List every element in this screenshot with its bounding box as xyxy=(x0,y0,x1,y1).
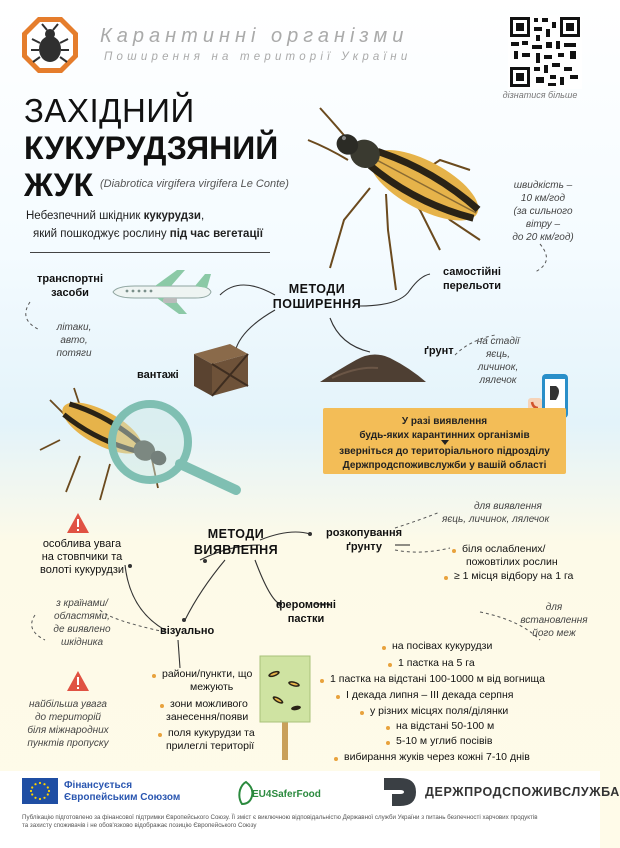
soil-label: ґрунт xyxy=(424,345,454,357)
dig-note-l2: яєць, личинок, лялечок xyxy=(442,514,550,525)
dig-bullet2: ≥ 1 місця відбору на 1 га xyxy=(454,570,574,582)
pher-item-1: 1 пастка на 5 га xyxy=(398,657,475,669)
bullet-dot xyxy=(452,549,456,553)
disclaimer-line1: Публікацію підготовлено за фінансової підтримки Європейського Союзу. Її зміст є виключною відповідальністю Державної служби України з питань безпечності харчових продуктів xyxy=(22,814,538,821)
visual-bullet1-l1: райони/пункти, що xyxy=(162,668,253,680)
speed-l3: (за сильного xyxy=(513,206,573,217)
soil-note-l4: лялечок xyxy=(479,375,517,386)
visual-bullet2-l1: зони можливого xyxy=(170,698,248,710)
transport-note-l1: літаки, xyxy=(56,322,92,333)
soil-note-l2: яєць, xyxy=(485,349,511,360)
visual-bullet1-l2: межують xyxy=(190,681,234,693)
bullet-dot xyxy=(334,757,338,761)
visual-label: візуально xyxy=(160,625,215,637)
title-line2: КУКУРУДЗЯНИЙ xyxy=(24,130,279,166)
bullet-dot xyxy=(320,679,324,683)
soil-pile-icon xyxy=(318,344,428,384)
bullet-dot xyxy=(160,704,164,708)
disclaimer-line2: та захисту споживачів і не обов'язково відображає позицію Європейського Союзу xyxy=(22,822,257,829)
bullet-dot xyxy=(152,674,156,678)
countries-l1: з країнами/ xyxy=(56,598,108,609)
desc-text: який пошкоджує рослину xyxy=(33,228,170,240)
eu-flag-icon xyxy=(22,778,58,804)
eu-funding-text xyxy=(64,780,180,804)
header-subtitle: Поширення на території України xyxy=(104,51,412,63)
attn2-l4: пунктів пропуску xyxy=(27,738,109,749)
pher-item-5: на відстані 50-100 м xyxy=(396,720,495,732)
attn2-l3: біля міжнародних xyxy=(27,725,109,736)
detection-title-l1: МЕТОДИ xyxy=(207,527,265,541)
attn2-l1: найбільша увага xyxy=(29,699,107,710)
pheromone-trap-icon xyxy=(256,654,314,762)
soil-note-l3: личинок, xyxy=(477,362,519,373)
dig-note-l1: для виявлення xyxy=(474,501,542,512)
eu-text-l1: Фінансується xyxy=(64,780,133,791)
dig-label-l2: ґрунту xyxy=(345,541,383,553)
speed-l5: до 20 км/год) xyxy=(512,232,574,243)
attn2-l2: до територій xyxy=(34,712,101,723)
countries-l3: де виявлено xyxy=(53,624,111,635)
title-line1: ЗАХІДНИЙ xyxy=(24,92,195,129)
border-note-l1: для xyxy=(545,602,563,613)
spread-title-l1: МЕТОДИ xyxy=(288,282,346,296)
speed-l1: швидкість – xyxy=(513,180,573,191)
border-note-l3: його меж xyxy=(532,628,576,639)
airplane-icon xyxy=(105,268,215,318)
flight-label-l1: самостійні xyxy=(443,266,501,278)
bullet-dot xyxy=(388,663,392,667)
bullet-dot xyxy=(158,733,162,737)
dig-bullet1-l2: пожовтілих рослин xyxy=(466,556,558,568)
attn1-l2: на стовпчики та xyxy=(41,551,123,563)
alert-line1: У разі виявлення xyxy=(401,416,488,427)
countries-l4: шкідника xyxy=(60,637,104,648)
pher-label-l1: феромонні xyxy=(276,599,336,611)
speed-l4: вітру – xyxy=(525,219,561,230)
desc-bold: під час вегетації xyxy=(169,228,263,240)
desc-text: Небезпечний шкідник xyxy=(26,210,144,222)
speed-l2: 10 км/год xyxy=(520,193,566,204)
eu4saferfood-text: EU4SaferFood xyxy=(252,789,321,800)
border-note-l2: встановлення xyxy=(520,615,588,626)
eu-text-l2: Європейським Союзом xyxy=(64,792,181,803)
cargo-label: вантажі xyxy=(137,369,179,381)
flight-label-l2: перельоти xyxy=(443,280,501,292)
pher-item-3: І декада липня – ІІІ декада серпня xyxy=(346,689,514,701)
bullet-dot xyxy=(386,741,390,745)
pher-item-6: 5-10 м углиб посівів xyxy=(396,735,493,747)
dig-bullet1-l1: біля ослаблених/ xyxy=(462,543,546,555)
dps-logo-icon xyxy=(382,776,418,808)
alert-line3: зверніться до територіального підрозділу xyxy=(339,446,550,457)
arrow-down-icon xyxy=(441,440,449,445)
pher-item-0: на посівах кукурудзи xyxy=(392,640,493,652)
desc-text: , xyxy=(200,210,205,222)
bullet-dot xyxy=(382,646,386,650)
alert-line2: будь-яких карантинних організмів xyxy=(359,430,530,441)
attn1-l3: волоті кукурудзи xyxy=(39,564,125,576)
transport-note-l3: потяги xyxy=(56,348,92,359)
attn1-l1: особлива увага xyxy=(42,538,122,550)
visual-bullet2-l2: занесення/появи xyxy=(166,711,249,723)
magnifier-beetle-illustration xyxy=(40,380,300,510)
transport-label-l1: транспортні xyxy=(36,273,103,285)
warning-icon xyxy=(66,670,90,692)
dps-name: ДЕРЖПРОДСПОЖИВСЛУЖБА xyxy=(425,785,620,799)
dig-label-l1: розкопування xyxy=(325,527,403,539)
pher-item-7: вибирання жуків через кожні 7-10 днів xyxy=(344,751,530,763)
alert-line4: Держпродспоживслужби у вашій області xyxy=(342,460,547,471)
countries-l2: областями, xyxy=(54,611,110,622)
desc-bold: кукурудзи xyxy=(143,210,201,222)
bullet-dot xyxy=(360,711,364,715)
title-line3: ЖУК xyxy=(24,167,94,203)
warning-icon xyxy=(66,512,90,534)
visual-bullet3-l2: прилеглі території xyxy=(166,740,255,752)
pher-item-2: 1 пастка на відстані 100-1000 м від вогнища xyxy=(330,673,545,685)
transport-label-l2: засоби xyxy=(51,287,89,299)
pher-label-l2: пастки xyxy=(287,613,325,625)
bullet-dot xyxy=(444,576,448,580)
bullet-dot xyxy=(386,726,390,730)
transport-note-l2: авто, xyxy=(60,335,88,346)
visual-bullet3-l1: поля кукурудзи та xyxy=(168,727,255,739)
bullet-dot xyxy=(336,695,340,699)
soil-note-l1: на стадії xyxy=(476,336,520,347)
spread-title-l2: ПОШИРЕННЯ xyxy=(272,297,362,311)
latin-name: (Diabrotica virgifera virgifera Le Conte) xyxy=(100,178,289,190)
detection-title-l2: ВИЯВЛЕННЯ xyxy=(193,543,279,557)
header-title: Карантинні організми xyxy=(100,25,409,47)
qr-label: дізнатися більше xyxy=(502,90,578,100)
pher-item-4: у різних місцях поля/ділянки xyxy=(370,705,509,717)
